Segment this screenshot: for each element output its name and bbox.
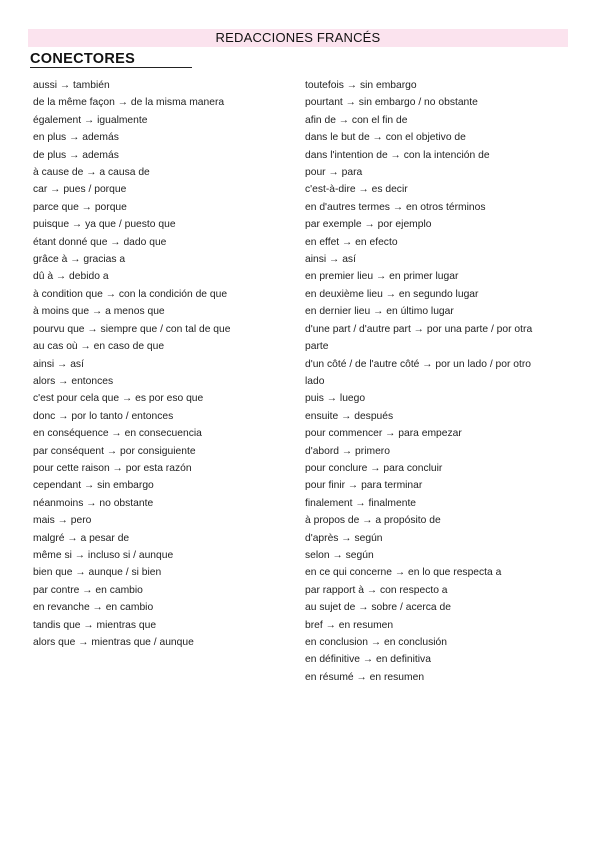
connector-line: dans l'intention de → con la intención de <box>305 149 490 161</box>
connector-line: cependant → sin embargo <box>33 480 154 492</box>
connector-line: en d'autres termes → en otros términos <box>305 201 486 213</box>
connector-line: en résumé → en resumen <box>305 671 425 683</box>
connector-line: bref → en resumen <box>305 619 394 631</box>
connector-line: dans le but de → con el objetivo de <box>305 132 466 144</box>
connector-line: à propos de → a propósito de <box>305 515 441 527</box>
connector-line: bien que → aunque / si bien <box>33 567 162 579</box>
connector-line: par conséquent → por consiguiente <box>33 445 196 457</box>
connector-line: alors → entonces <box>33 375 114 387</box>
connector-line: grâce à → gracias a <box>33 254 126 266</box>
section-underline <box>30 67 192 68</box>
connector-line: lado <box>305 375 325 387</box>
connector-line: d'abord → primero <box>305 445 390 457</box>
connector-line: afin de → con el fin de <box>305 114 408 126</box>
connector-line: c'est-à-dire → es decir <box>305 184 408 196</box>
connector-line: parte <box>305 341 329 353</box>
connector-line: tandis que → mientras que <box>33 619 157 631</box>
connector-line: par rapport à → con respecto a <box>305 584 448 596</box>
connector-line: en conséquence → en consecuencia <box>33 428 202 440</box>
connector-line: de plus → además <box>33 149 119 161</box>
left-column <box>33 77 295 651</box>
connector-line: ainsi → así <box>33 358 84 370</box>
connector-line: également → igualmente <box>33 114 148 126</box>
document-title: REDACCIONES FRANCÉS <box>28 29 568 47</box>
connector-line: pour → para <box>305 167 363 179</box>
connector-line: puisque → ya que / puesto que <box>33 219 176 231</box>
connector-line: en effet → en efecto <box>305 236 398 248</box>
connector-line: ensuite → después <box>305 410 394 422</box>
connector-line: pour cette raison → por esta razón <box>33 462 192 474</box>
connector-line: d'une part / d'autre part → por una parte / por otra <box>305 323 533 335</box>
connector-line: aussi → también <box>33 80 110 91</box>
connector-line: à moins que → a menos que <box>33 306 165 318</box>
connector-line: même si → incluso si / aunque <box>33 549 174 561</box>
connector-line: selon → según <box>305 549 374 561</box>
connector-line: car → pues / porque <box>33 184 127 196</box>
connector-line: donc → por lo tanto / entonces <box>33 410 174 422</box>
connector-line: pourvu que → siempre que / con tal de que <box>33 323 231 335</box>
connector-line: à condition que → con la condición de que <box>33 288 228 300</box>
connector-line: malgré → a pesar de <box>33 532 130 544</box>
connector-line: pourtant → sin embargo / no obstante <box>305 97 478 109</box>
section-title: CONECTORES <box>30 51 136 67</box>
connector-line: en premier lieu → en primer lugar <box>305 271 459 283</box>
connector-line: d'un côté / de l'autre côté → por un lado / por otro <box>305 358 532 370</box>
connector-line: en ce qui concerne → en lo que respecta a <box>305 567 502 579</box>
right-column <box>305 77 567 686</box>
connector-line: finalement → finalmente <box>305 497 417 509</box>
connector-line: pour conclure → para concluir <box>305 462 443 474</box>
connector-line: ainsi → así <box>305 254 356 266</box>
connector-line: étant donné que → dado que <box>33 236 167 248</box>
connector-line: par contre → en cambio <box>33 584 143 596</box>
connector-line: pour commencer → para empezar <box>305 428 462 440</box>
connector-line: pour finir → para terminar <box>305 480 423 492</box>
connector-line: en définitive → en definitiva <box>305 654 431 666</box>
connector-line: puis → luego <box>305 393 366 405</box>
connector-line: à cause de → a causa de <box>33 167 150 179</box>
connector-line: parce que → porque <box>33 201 127 213</box>
connector-line: en deuxième lieu → en segundo lugar <box>305 288 479 300</box>
connector-line: mais → pero <box>33 515 92 527</box>
connector-line: en plus → además <box>33 132 119 144</box>
connector-line: d'après → según <box>305 532 383 544</box>
connector-line: en dernier lieu → en último lugar <box>305 306 454 318</box>
connector-line: de la même façon → de la misma manera <box>33 97 225 109</box>
connector-line: toutefois → sin embargo <box>305 80 417 91</box>
connector-line: en conclusion → en conclusión <box>305 637 447 648</box>
connector-line: néanmoins → no obstante <box>33 497 154 509</box>
connector-line: dû à → debido a <box>33 271 109 283</box>
connector-line: alors que → mientras que / aunque <box>33 637 194 648</box>
connector-line: en revanche → en cambio <box>33 602 154 614</box>
connector-line: au cas où → en caso de que <box>33 341 165 353</box>
connector-line: au sujet de → sobre / acerca de <box>305 602 451 614</box>
connector-line: par exemple → por ejemplo <box>305 219 432 231</box>
connector-line: c'est pour cela que → es por eso que <box>33 393 204 405</box>
